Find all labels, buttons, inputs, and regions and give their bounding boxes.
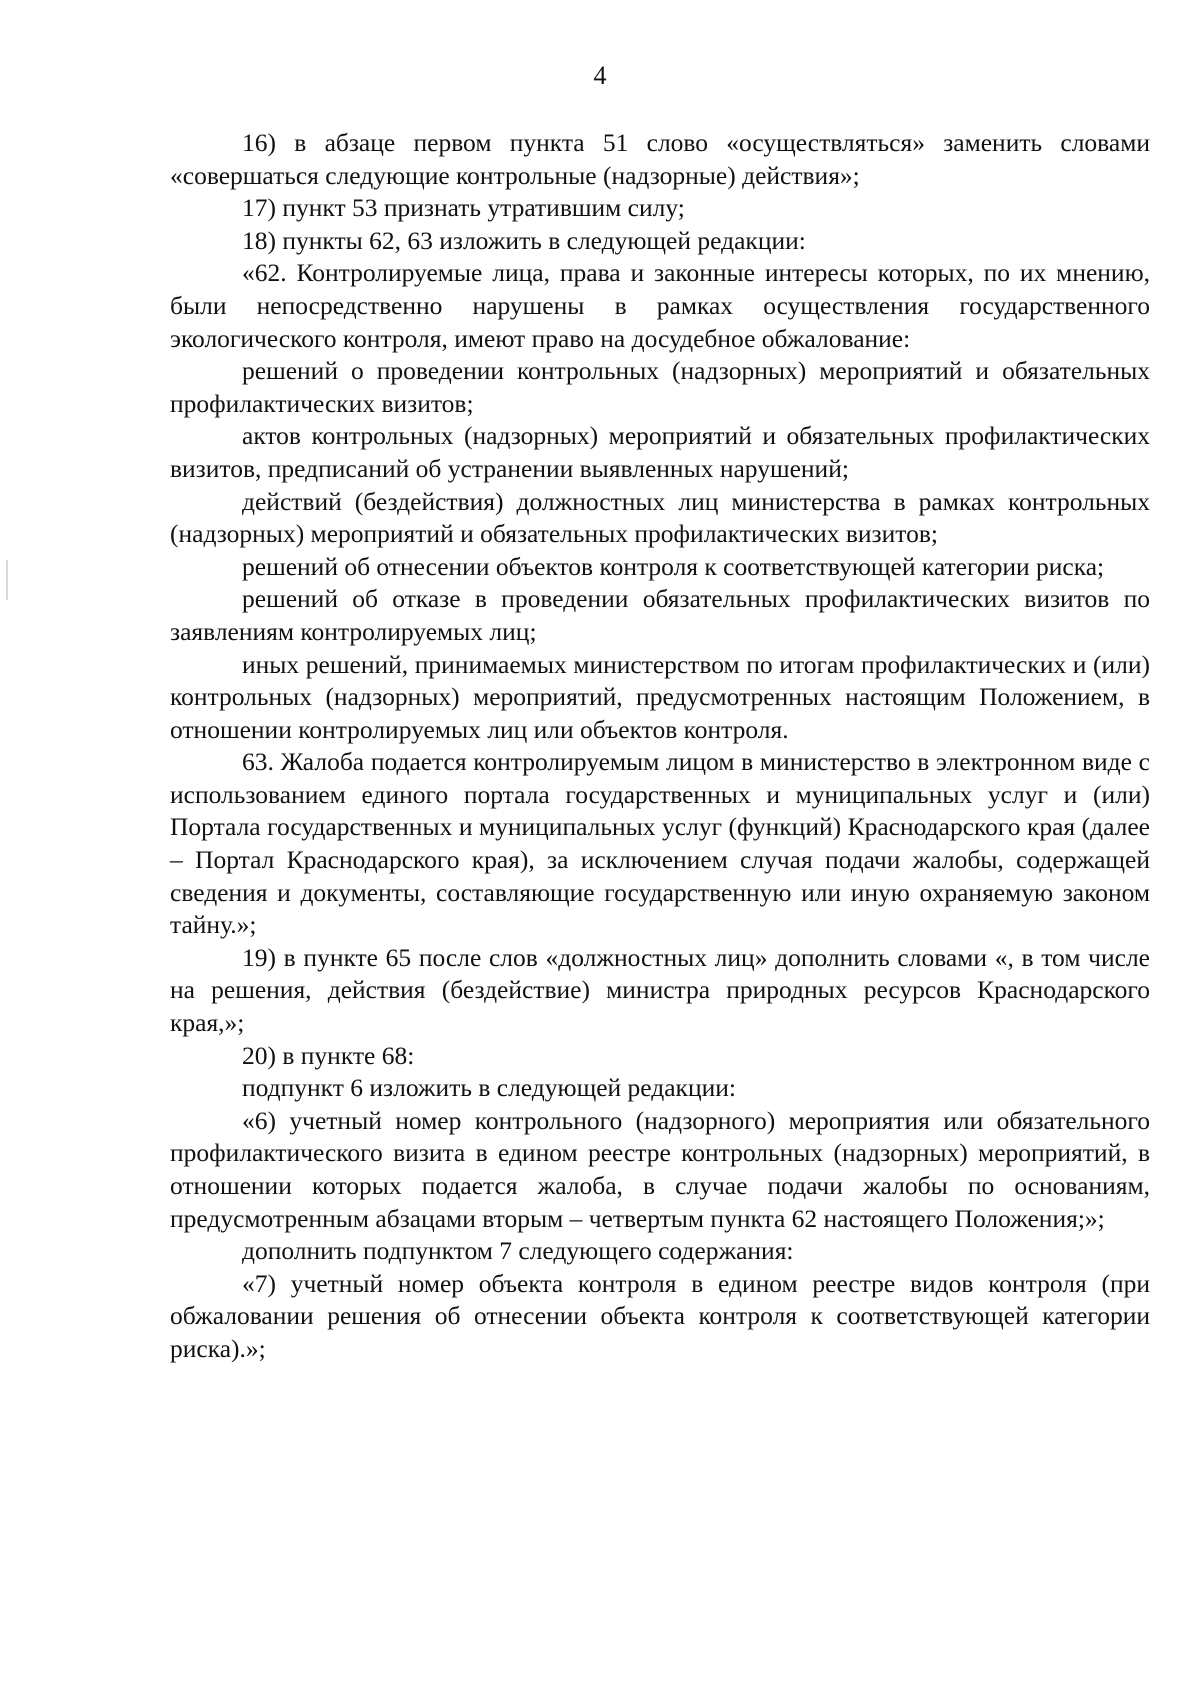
- paragraph-point-62: «62. Контролируемые лица, права и законные интересы которых, по их мнению, были непосредственно нарушены в рамках осуществления государственного экологического контроля, имеют право на досудебное обжалование:: [170, 258, 1150, 353]
- paragraph-subpoint-6: «6) учетный номер контрольного (надзорного) мероприятия или обязательного профилактического визита в едином реестре контрольных (надзорных) мероприятий, в отношении которых подается жалоба, в случае подачи жалобы по основаниям, предусмотренным абзацами вторым – четвертым пункта 62 настоящего Положения;»;: [170, 1105, 1150, 1233]
- paragraph-item-19: 19) в пункте 65 после слов «должностных лиц» дополнить словами «, в том числе на решения, действия (бездействие) министра природных ресурсов Краснодарского края,»;: [170, 942, 1150, 1038]
- page-number: 4: [593, 61, 607, 90]
- paragraph-appeal-risk-category: решений об отнесении объектов контроля к соответствующей категории риска;: [242, 551, 1105, 581]
- paragraph-subpoint-7-intro: дополнить подпунктом 7 следующего содержания:: [242, 1236, 794, 1266]
- paragraph-point-63: 63. Жалоба подается контролируемым лицом в министерство в электронном виде с использованием единого портала государственных и муниципальных услуг и (или) Портала государственных и муниципальных услуг (функций) Краснодарского края (далее – Портал Краснодарского края), за исключением случая подачи жалобы, содержащей сведения и документы, составляющие государственную или иную охраняемую законом тайну.»;: [170, 747, 1150, 940]
- paragraph-appeal-acts: актов контрольных (надзорных) мероприятий и обязательных профилактических визитов, предписаний об устранении выявленных нарушений;: [170, 421, 1150, 483]
- paragraph-item-20: 20) в пункте 68:: [242, 1040, 415, 1070]
- paragraph-subpoint-7: «7) учетный номер объекта контроля в едином реестре видов контроля (при обжаловании решения об отнесении объекта контроля к соответствующей категории риска).»;: [170, 1268, 1150, 1363]
- paragraph-appeal-refusal: решений об отказе в проведении обязательных профилактических визитов по заявлениям контролируемых лиц;: [170, 584, 1150, 646]
- scan-artifact: [6, 560, 8, 600]
- paragraph-item-17: 17) пункт 53 признать утратившим силу;: [242, 193, 685, 223]
- paragraph-item-16: 16) в абзаце первом пункта 51 слово «осуществляться» заменить словами «совершаться следующие контрольные (надзорные) действия»;: [170, 128, 1150, 190]
- paragraph-item-18: 18) пункты 62, 63 изложить в следующей редакции:: [242, 225, 806, 255]
- paragraph-appeal-other-decisions: иных решений, принимаемых министерством по итогам профилактических и (или) контрольных (надзорных) мероприятий, предусмотренных настоящим Положением, в отношении контролируемых лиц или объектов контроля.: [170, 649, 1150, 744]
- document-body: [170, 127, 1150, 1366]
- paragraph-appeal-decisions-conduct: решений о проведении контрольных (надзорных) мероприятий и обязательных профилактических визитов;: [170, 356, 1150, 418]
- paragraph-subpoint-6-intro: подпункт 6 изложить в следующей редакции:: [242, 1073, 736, 1103]
- paragraph-appeal-officials-actions: действий (бездействия) должностных лиц министерства в рамках контрольных (надзорных) мероприятий и обязательных профилактических визитов;: [170, 486, 1150, 549]
